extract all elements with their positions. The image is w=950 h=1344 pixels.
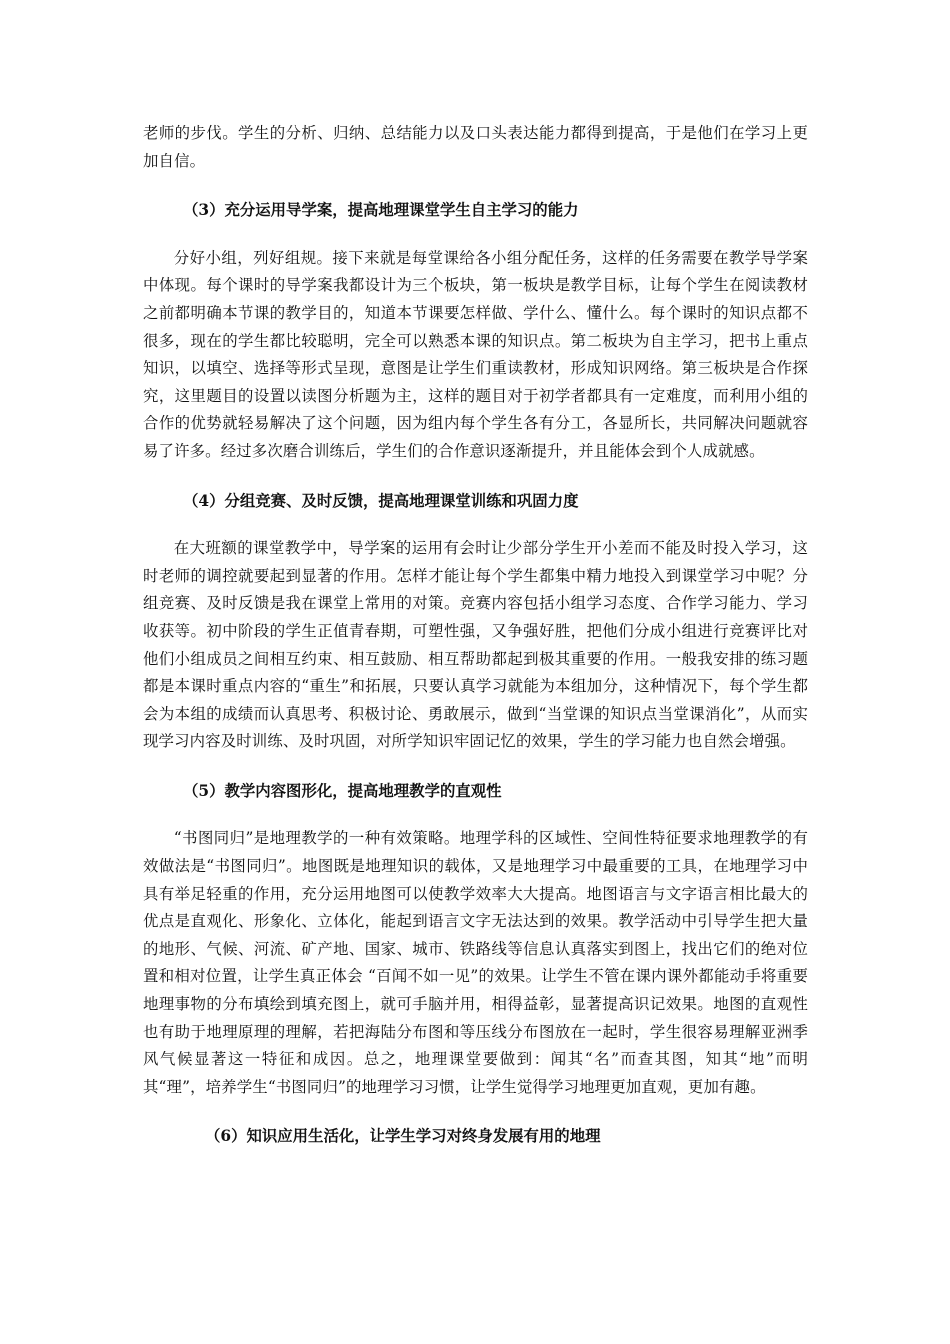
document-page [143, 120, 808, 1151]
intro-paragraph: 老师的步伐。学生的分析、归纳、总结能力以及口头表达能力都得到提高，于是他们在学习上更加自信。 [143, 124, 808, 170]
section-4-heading: （4）分组竞赛、及时反馈，提高地理课堂训练和巩固力度 [183, 491, 579, 510]
section-3-paragraph: 分好小组，列好组规。接下来就是每堂课给各小组分配任务，这样的任务需要在教学导学案中体现。每个课时的导学案我都设计为三个板块，第一板块是教学目标，让每个学生在阅读教材之前都明确本节课的教学目的，知道本节课要怎样做、学什么、懂什么。每个课时的知识点都不很多，现在的学生都比较聪明，完全可以熟悉本课的知识点。第二板块为自主学习，把书上重点知识，以填空、选择等形式呈现，意图是让学生们重读教材，形成知识网络。第三板块是合作探究，这里题目的设置以读图分析题为主，这样的题目对于初学者都具有一定难度，而利用小组的合作的优势就轻易解决了这个问题，因为组内每个学生各有分工，各显所长，共同解决问题就容易了许多。经过多次磨合训练后，学生们的合作意识逐渐提升，并且能体会到个人成就感。 [143, 248, 808, 460]
section-6-heading: （6）知识应用生活化，让学生学习对终身发展有用的地理 [205, 1127, 601, 1146]
section-5-heading: （5）教学内容图形化，提高地理教学的直观性 [183, 781, 502, 800]
section-3-heading: （3）充分运用导学案，提高地理课堂学生自主学习的能力 [183, 201, 579, 220]
section-4-paragraph: 在大班额的课堂教学中，导学案的运用有会时让少部分学生开小差而不能及时投入学习，这时老师的调控就要起到显著的作用。怎样才能让每个学生都集中精力地投入到课堂学习中呢？分组竞赛、及时反馈是我在课堂上常用的对策。竞赛内容包括小组学习态度、合作学习能力、学习收获等。初中阶段的学生正值青春期，可塑性强，又争强好胜，把他们分成小组进行竞赛评比对他们小组成员之间相互约束、相互鼓励、相互帮助都起到极其重要的作用。一般我安排的练习题都是本课时重点内容的“重生”和拓展，只要认真学习就能为本组加分，这种情况下，每个学生都会为本组的成绩而认真思考、积极讨论、勇敢展示，做到“当堂课的知识点当堂课消化”，从而实现学习内容及时训练、及时巩固，对所学知识牢固记忆的效果，学生的学习能力也自然会增强。 [143, 539, 808, 751]
section-5-paragraph: “书图同归”是地理教学的一种有效策略。地理学科的区域性、空间性特征要求地理教学的有效做法是“书图同归”。地图既是地理知识的载体，又是地理学习中最重要的工具，在地理学习中具有举足轻重的作用，充分运用地图可以使教学效率大大提高。地图语言与文字语言相比最大的优点是直观化、形象化、立体化，能起到语言文字无法达到的效果。教学活动中引导学生把大量的地形、气候、河流、矿产地、国家、城市、铁路线等信息认真落实到图上，找出它们的绝对位置和相对位置，让学生真正体会 “百闻不如一见”的效果。让学生不管在课内课外都能动手将重要地理事物的分布填绘到填充图上，就可手脑并用，相得益彰，显著提高识记效果。地图的直观性也有助于地理原理的理解，若把海陆分布图和等压线分布图放在一起时，学生很容易理解亚洲季风气候显著这一特征和成因。总之，地理课堂要做到：闻其“名”而查其图，知其“地”而明其“理”，培养学生“书图同归”的地理学习习惯，让学生觉得学习地理更加直观，更加有趣。 [143, 829, 808, 1096]
